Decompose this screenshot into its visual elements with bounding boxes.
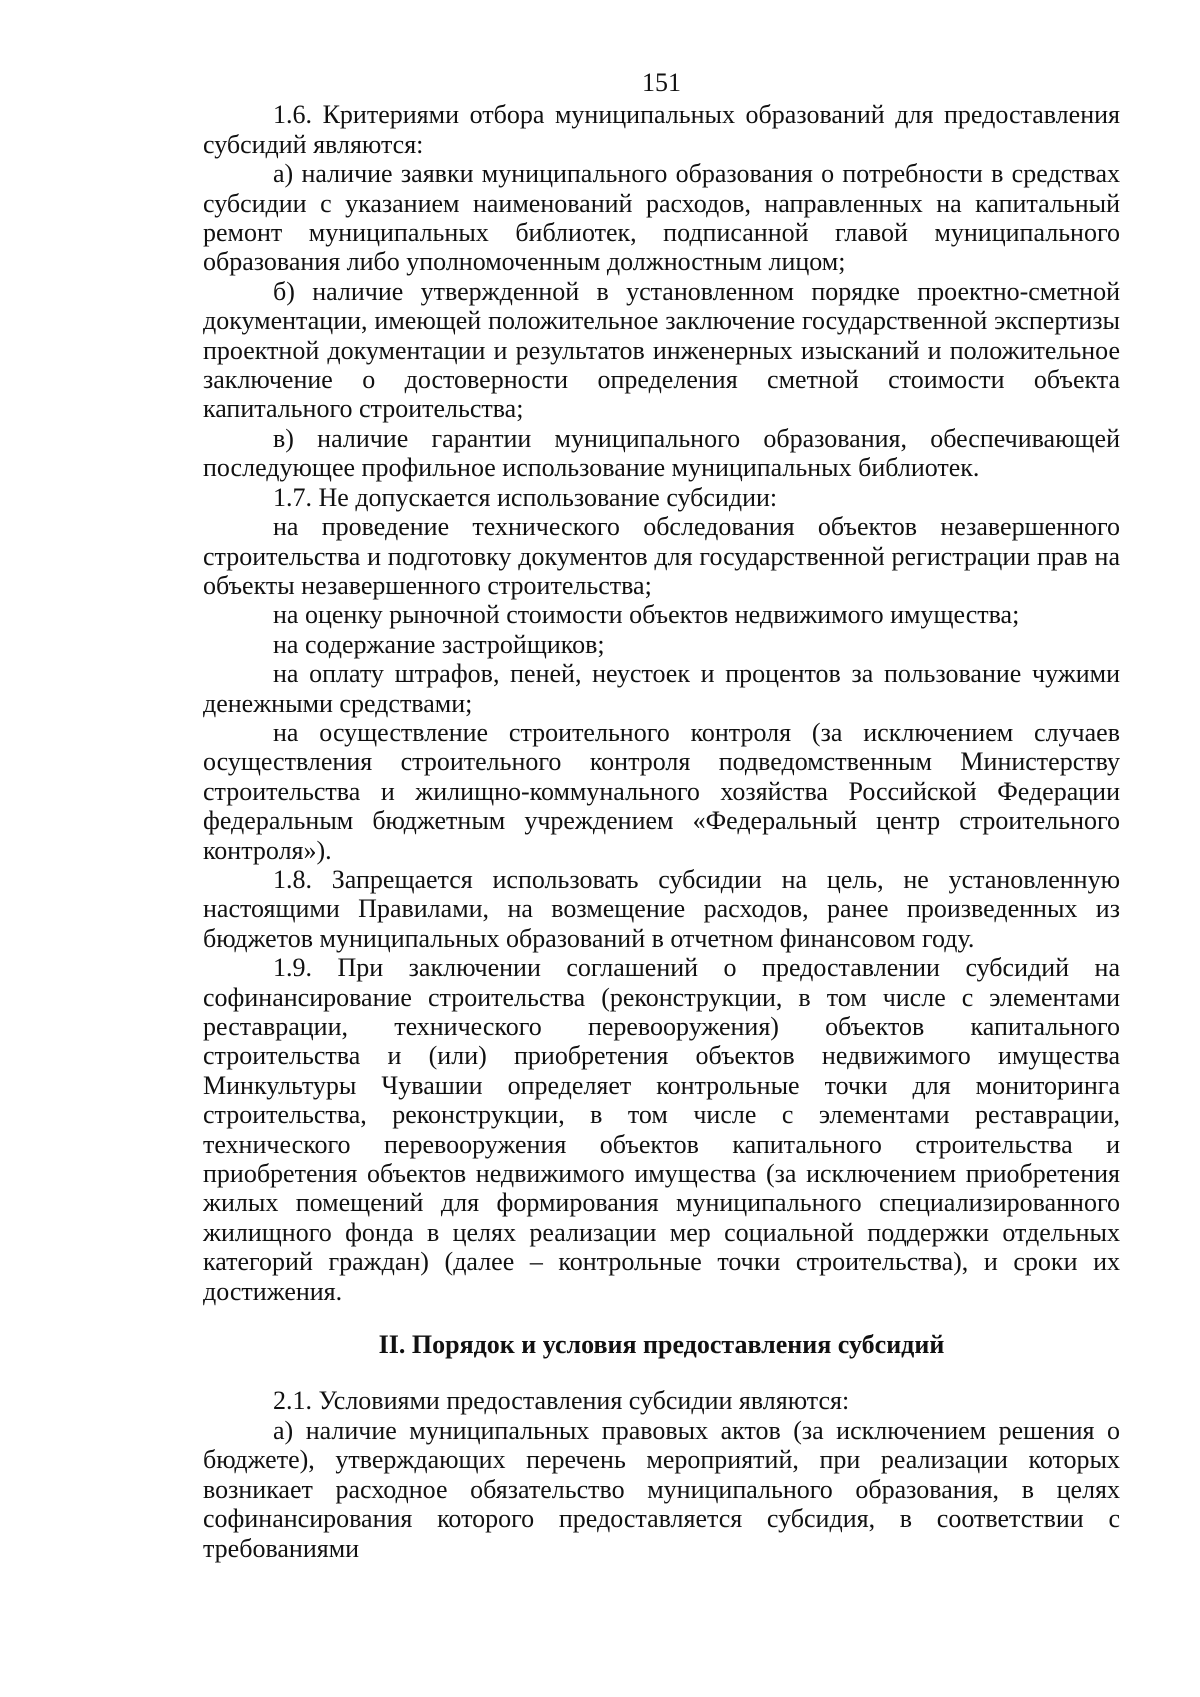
- paragraph-1-7: 1.7. Не допускается использование субсидии:: [273, 482, 778, 512]
- page-number: 151: [642, 68, 681, 97]
- paragraph-1-7-item-1: на проведение технического обследования объектов незавершенного строительства и подготовку документов для государственной регистрации прав на объекты незавершенного строительства;: [203, 512, 1120, 600]
- paragraph-1-9: 1.9. При заключении соглашений о предоставлении субсидий на софинансирование строительства (реконструкции, в том числе с элементами реставрации, технического перевооружения) объектов капитального строительства и (или) приобретения объектов недвижимого имущества Минкультуры Чувашии определяет контрольные точки для мониторинга строительства, реконструкции, в том числе с элементами реставрации, технического перевооружения объектов капитального строительства и приобретения объектов недвижимого имущества (за исключением приобретения жилых помещений для формирования муниципального специализированного жилищного фонда в целях реализации мер социальной поддержки отдельных категорий граждан) (далее – контрольные точки строительства), и сроки их достижения.: [203, 953, 1120, 1306]
- paragraph-1-6: 1.6. Критериями отбора муниципальных образований для предоставления субсидий являются:: [203, 100, 1120, 159]
- paragraph-1-7-item-4: на оплату штрафов, пеней, неустоек и процентов за пользование чужими денежными средствами;: [203, 659, 1120, 718]
- paragraph-1-6-v: в) наличие гарантии муниципального образования, обеспечивающей последующее профильное использование муниципальных библиотек.: [203, 423, 1120, 483]
- paragraph-1-6-b: б) наличие утвержденной в установленном порядке проектно-сметной документации, имеющей положительное заключение государственной экспертизы проектной документации и результатов инженерных изысканий и положительное заключение о достоверности определения сметной стоимости объекта капитального строительства;: [203, 276, 1120, 424]
- section-heading: II. Порядок и условия предоставления субсидий: [378, 1330, 945, 1360]
- paragraph-1-7-item-5: на осуществление строительного контроля (за исключением случаев осуществления строительного контроля подведомственным Министерству строительства и жилищно-коммунального хозяйства Российской Федерации федеральным бюджетным учреждением «Федеральный центр строительного контроля»).: [203, 717, 1120, 865]
- paragraph-1-7-item-2: на оценку рыночной стоимости объектов недвижимого имущества;: [273, 600, 1020, 630]
- paragraph-1-7-item-3: на содержание застройщиков;: [273, 629, 605, 659]
- document-page: [203, 68, 1120, 1563]
- paragraph-2-1: 2.1. Условиями предоставления субсидии являются:: [273, 1386, 850, 1416]
- paragraph-1-6-a: а) наличие заявки муниципального образования о потребности в средствах субсидии с указанием наименований расходов, направленных на капитальный ремонт муниципальных библиотек, подписанной главой муниципального образования либо уполномоченным должностным лицом;: [203, 159, 1120, 277]
- paragraph-2-1-a: а) наличие муниципальных правовых актов (за исключением решения о бюджете), утверждающих перечень мероприятий, при реализации которых возникает расходное обязательство муниципального образования, в целях софинансирования которого предоставляется субсидия, в соответствии с требованиями: [203, 1415, 1120, 1563]
- paragraph-1-8: 1.8. Запрещается использовать субсидии на цель, не установленную настоящими Правилами, на возмещение расходов, ранее произведенных из бюджетов муниципальных образований в отчетном финансовом году.: [203, 864, 1120, 953]
